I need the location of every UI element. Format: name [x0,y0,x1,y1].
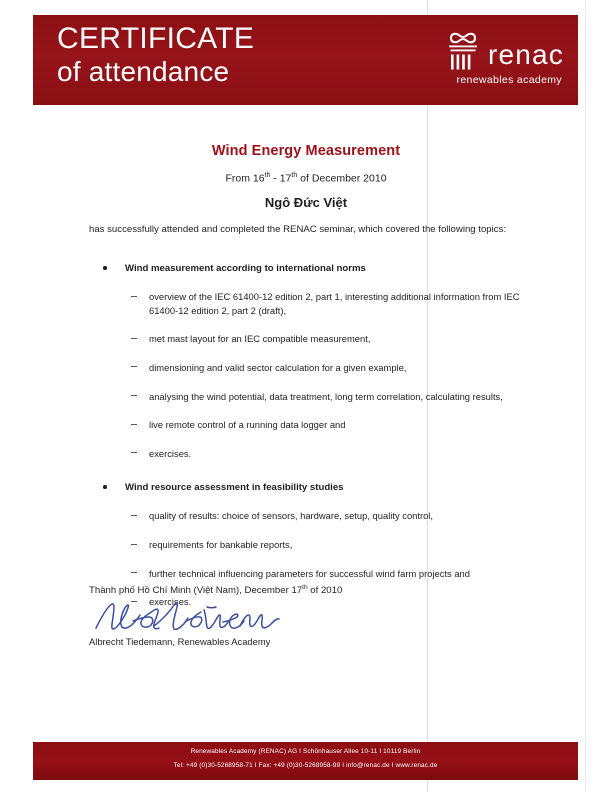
topic-heading-label: Wind measurement according to international norms [125,263,366,274]
signature-place-date [89,584,342,596]
footer-band [33,742,578,780]
topic-heading [89,482,541,493]
renac-infinity-mark-icon [444,29,482,71]
dash-icon [131,424,137,425]
signature-caption: Albrecht Tiedemann, Renewables Academy [89,636,271,647]
topic-sub-item [89,390,541,404]
date-middle: - 17 [270,172,292,185]
recipient-name: Ngô Đức Việt [264,195,348,210]
topic-sub-item-label: live remote control of a running data logger and [149,419,346,431]
dash-icon [131,296,137,297]
topic-sub-item [89,418,541,432]
logo-tagline: renewables academy [456,74,562,86]
course-dates [0,172,612,185]
logo-row [404,25,564,71]
dash-icon [131,395,137,396]
topic-heading [89,263,541,274]
topic-sub-item [89,361,541,375]
topic-heading-label: Wind resource assessment in feasibility studies [125,482,344,494]
intro-text: has successfully attended and completed the RENAC seminar, which covered the following topics: [89,224,507,235]
topic-sub-item-label: further technical influencing parameters for successful wind farm projects and [149,567,470,579]
date-prefix: From 16 [225,172,265,185]
topic-sub-item-label: requirements for bankable reports, [149,539,293,550]
topic-sub-item-label: overview of the IEC 61400-12 edition 2, part 1, interesting additional information from IEC 61400-12 edition 2, part 2 (draft), [149,291,520,316]
heading-line-1: CERTIFICATE [57,22,255,55]
certificate-heading [57,23,254,86]
topic-sub-item-label: exercises. [149,596,192,608]
page-edge-line [585,0,586,792]
topic-sub-item [89,290,541,317]
dash-icon [131,515,137,516]
topic-sub-item [89,447,541,461]
footer-contact: Tel: +49 (0)30-5268958-71 I Fax: +49 (0)30-5268958-99 I info@renac.de I www.renac.de [173,761,438,769]
course-title: Wind Energy Measurement [211,143,401,159]
bullet-dot-icon [103,485,107,489]
place-prefix: Thành phố Hồ Chí Minh (Việt Nam), December 17 [89,585,303,597]
albrecht-tiedemann-signature [92,598,282,638]
heading-line-2: of attendance [57,55,230,87]
place-suffix: of 2010 [307,585,343,597]
date-ordinal-2: th [291,172,298,179]
topic-sub-item-label: analysing the wind potential, data treatment, long term correlation, calculating results, [149,390,503,402]
topic-sub-item [89,332,541,346]
dash-icon [131,452,137,453]
bullet-dot-icon [103,266,107,270]
topic-sub-item-label: dimensioning and valid sector calculation for a given example, [149,361,407,373]
dash-icon [131,572,137,573]
topic-sub-item [89,567,541,581]
dash-icon [131,338,137,339]
topic-sub-item [89,509,541,523]
topic-block [89,263,541,460]
topics-list [89,263,541,631]
place-ordinal: th [302,584,308,591]
dash-icon [131,544,137,545]
topic-sub-item-label: met mast layout for an IEC compatible measurement, [149,333,371,345]
topic-sub-item-label: exercises. [149,447,192,459]
renac-logo [404,25,564,86]
dash-icon [131,366,137,367]
date-suffix: of December 2010 [297,172,387,185]
date-ordinal-1: th [264,172,271,179]
topic-sub-item-label: quality of results: choice of sensors, hardware, setup, quality control, [149,510,433,522]
logo-wordmark: renac [487,39,564,70]
header-band [33,15,578,105]
topic-sub-item [89,538,541,552]
footer-address: Renewables Academy (RENAC) AG I Schönhauser Allee 10-11 I 10119 Berlin [190,748,421,755]
